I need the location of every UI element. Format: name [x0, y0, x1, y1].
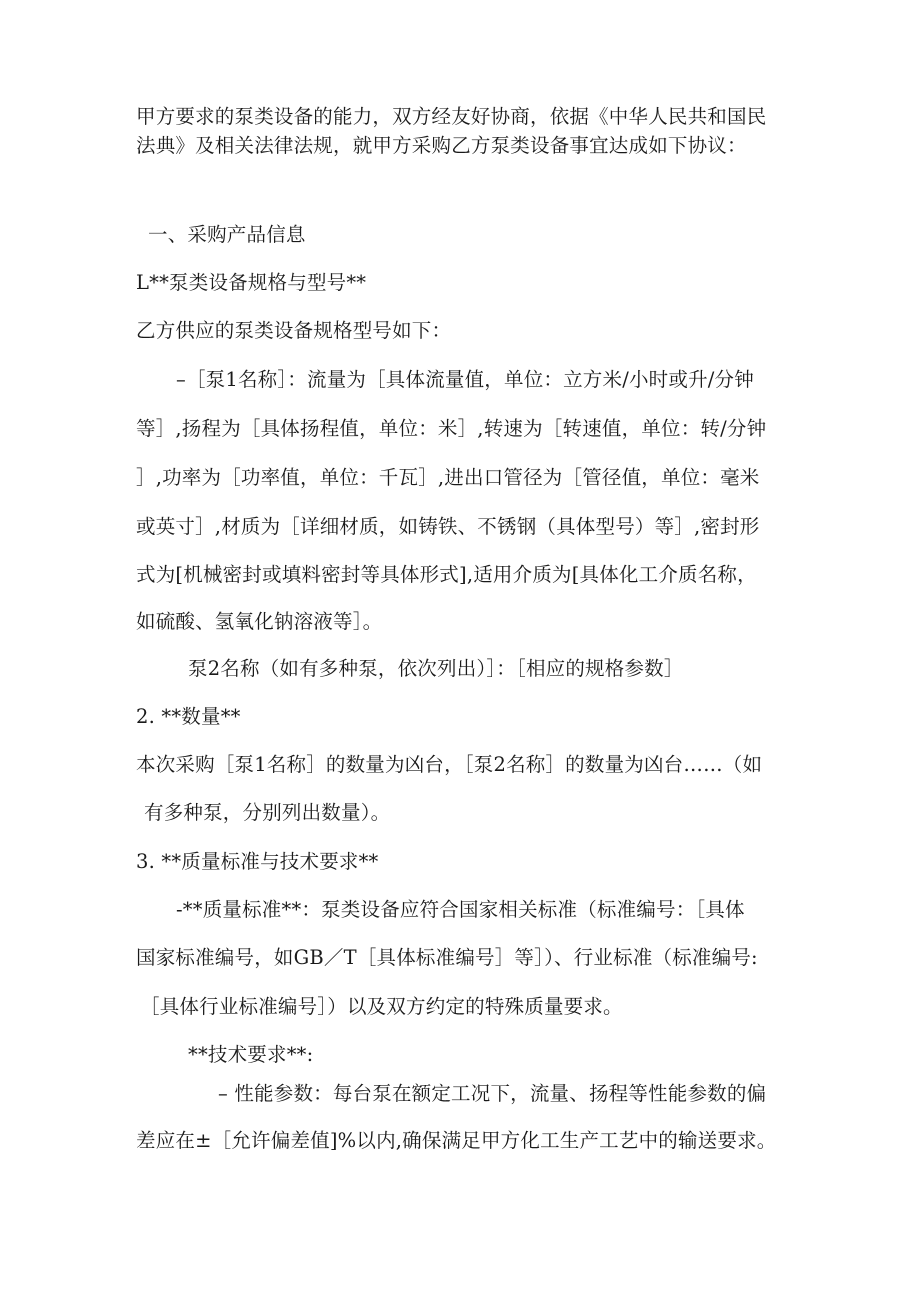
- intro-line-1: 甲方要求的泵类设备的能力，双方经友好协商，依据《中华人民共和国民: [136, 105, 767, 128]
- quality-standard-line-3: ［具体行业标准编号］）以及双方约定的特殊质量要求。: [140, 995, 623, 1018]
- pump-1-spec-line-1: –［泵1名称］：流量为［具体流量值，单位：立方米/小时或升/分钟: [176, 368, 754, 391]
- item-heading-quality: 3. **质量标准与技术要求**: [136, 850, 379, 873]
- item-heading-specs: L**泵类设备规格与型号**: [136, 271, 367, 294]
- quantity-line-1: 本次采购［泵1名称］的数量为凶台，［泵2名称］的数量为凶台……（如: [136, 753, 763, 776]
- quality-standard-line-2: 国家标准编号，如GB／T［具体标准编号］等］）、行业标准（标准编号:: [136, 946, 758, 969]
- pump-1-spec-line-5: 式为[机械密封或填料密封等具体形式],适用介质为[具体化工介质名称，: [136, 563, 757, 586]
- intro-line-2: 法典》及相关法律法规，就甲方采购乙方泵类设备事宜达成如下协议：: [136, 134, 747, 157]
- pump-2-spec-line: 泵2名称（如有多种泵，依次列出）］：［相应的规格参数］: [188, 657, 684, 680]
- pump-1-spec-line-4: 或英寸］,材质为［详细材质，如铸铁、不锈钢（具体型号）等］,密封形: [136, 515, 760, 538]
- performance-line-1: – 性能参数：每台泵在额定工况下，流量、扬程等性能参数的偏: [218, 1082, 767, 1105]
- spec-intro-line: 乙方供应的泵类设备规格型号如下：: [136, 319, 452, 342]
- quality-standard-line-1: -**质量标准**：泵类设备应符合国家相关标准（标准编号：［具体: [176, 898, 745, 921]
- tech-req-heading: **技术要求**:: [188, 1043, 314, 1066]
- pump-1-spec-line-3: ］,功率为［功率值，单位：千瓦］,进出口管径为［管径值，单位：毫米: [136, 466, 760, 489]
- pump-1-spec-line-2: 等］,扬程为［具体扬程值，单位：米］,转速为［转速值，单位：转/分钟: [136, 417, 767, 440]
- pump-1-spec-line-6: 如硫酸、氢氧化钠溶液等］。: [136, 610, 383, 633]
- section-heading: 一、采购产品信息: [148, 223, 306, 246]
- performance-line-2: 差应在±［允许偏差值]%以内,确保满足甲方化工生产工艺中的输送要求。: [136, 1129, 777, 1152]
- quantity-line-2: 有多种泵，分别列出数量）。: [144, 801, 391, 824]
- item-heading-quantity: 2. **数量**: [136, 705, 241, 728]
